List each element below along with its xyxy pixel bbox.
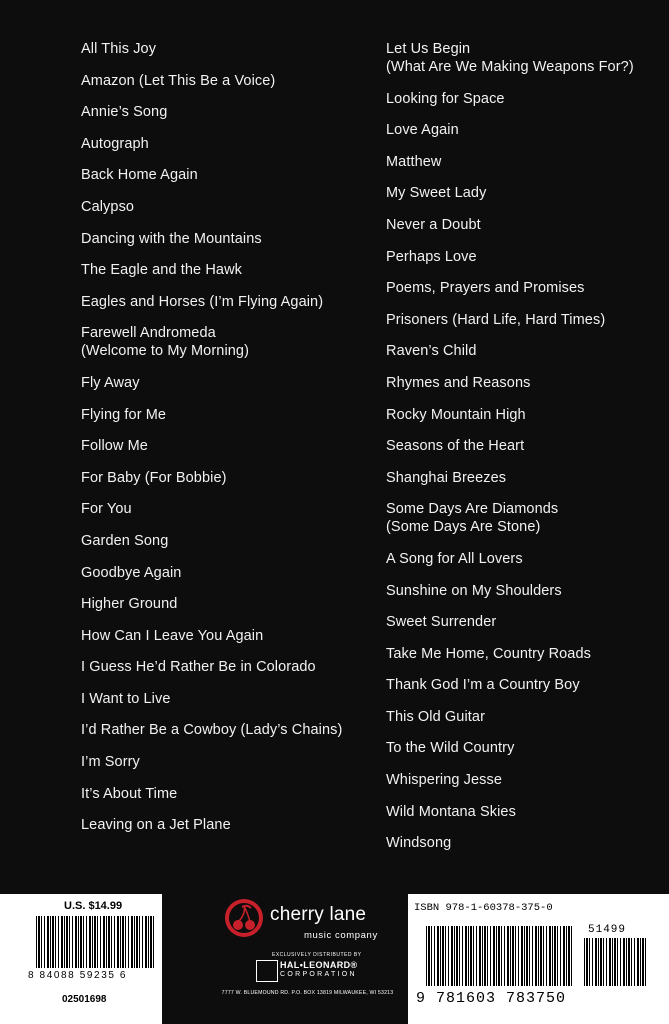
song-title: Never a Doubt bbox=[386, 216, 481, 233]
song-title: Love Again bbox=[386, 122, 459, 139]
price-addon-barcode bbox=[584, 938, 646, 986]
song-title: Leaving on a Jet Plane bbox=[81, 817, 231, 834]
catalog-number: 02501698 bbox=[62, 994, 107, 1005]
song-title: I’m Sorry bbox=[81, 754, 140, 771]
song-title: Sweet Surrender bbox=[386, 614, 497, 631]
song-title: Dancing with the Mountains bbox=[81, 230, 262, 247]
song-title: I Want to Live bbox=[81, 690, 171, 707]
song-title: Follow Me bbox=[81, 438, 148, 455]
song-title: Seasons of the Heart bbox=[386, 438, 525, 455]
song-title: Calypso bbox=[81, 198, 135, 215]
distributor-logo bbox=[256, 960, 386, 982]
song-title: The Eagle and the Hawk bbox=[81, 262, 242, 279]
song-list-right-column bbox=[386, 40, 656, 866]
song-title: This Old Guitar bbox=[386, 708, 485, 725]
distributor-emblem-icon bbox=[256, 960, 278, 982]
distributor-name: HAL•LEONARD® bbox=[280, 960, 358, 970]
distributed-by-label: EXCLUSIVELY DISTRIBUTED BY bbox=[272, 952, 362, 958]
cherry-logo-icon bbox=[224, 898, 264, 938]
song-title: Thank God I’m a Country Boy bbox=[386, 677, 580, 694]
song-title: For Baby (For Bobbie) bbox=[81, 469, 227, 486]
song-title: Whispering Jesse bbox=[386, 772, 503, 789]
song-list-left-column bbox=[81, 40, 361, 848]
song-title: Rocky Mountain High bbox=[386, 406, 526, 423]
publisher-logo-area bbox=[212, 894, 402, 1014]
song-title: For You bbox=[81, 501, 132, 518]
price-label: U.S. $14.99 bbox=[64, 900, 123, 912]
distributor-corporation: CORPORATION bbox=[280, 971, 357, 978]
song-title: To the Wild Country bbox=[386, 740, 515, 757]
song-title: I’d Rather Be a Cowboy (Lady’s Chains) bbox=[81, 722, 343, 739]
upc-digits: 8 84088 59235 6 bbox=[28, 970, 128, 981]
isbn-digits: 9 781603 783750 bbox=[416, 990, 567, 1007]
song-title: Flying for Me bbox=[81, 406, 167, 423]
song-title: How Can I Leave You Again bbox=[81, 627, 264, 644]
song-title: Wild Montana Skies bbox=[386, 803, 516, 820]
back-cover-footer bbox=[0, 884, 669, 1024]
upc-barcode bbox=[36, 916, 156, 968]
song-title: Amazon (Let This Be a Voice) bbox=[81, 72, 276, 89]
song-title: Shanghai Breezes bbox=[386, 469, 507, 486]
song-title: It’s About Time bbox=[81, 785, 178, 802]
song-title: Eagles and Horses (I’m Flying Again) bbox=[81, 293, 324, 310]
song-title: Looking for Space bbox=[386, 90, 505, 107]
price-barcode-panel bbox=[0, 894, 162, 1024]
song-title: Fly Away bbox=[81, 374, 140, 391]
song-title: Some Days Are Diamonds (Some Days Are Stone) bbox=[386, 501, 559, 536]
song-title: Goodbye Again bbox=[81, 564, 182, 581]
distributor-address: 7777 W. BLUEMOUND RD. P.O. BOX 13819 MILWAUKEE, WI 53213 bbox=[221, 990, 394, 996]
isbn-barcode-panel bbox=[408, 894, 669, 1024]
song-title: Autograph bbox=[81, 135, 149, 152]
song-title: I Guess He’d Rather Be in Colorado bbox=[81, 659, 316, 676]
song-title: My Sweet Lady bbox=[386, 185, 487, 202]
publisher-brand: cherry lane bbox=[270, 904, 367, 925]
isbn-label: ISBN 978-1-60378-375-0 bbox=[414, 902, 553, 914]
song-title: Annie’s Song bbox=[81, 104, 168, 121]
song-title: Perhaps Love bbox=[386, 248, 477, 265]
song-title: Prisoners (Hard Life, Hard Times) bbox=[386, 311, 606, 328]
isbn-barcode bbox=[426, 926, 574, 986]
song-title: Windsong bbox=[386, 835, 452, 852]
song-title: Garden Song bbox=[81, 532, 169, 549]
song-title: Back Home Again bbox=[81, 167, 198, 184]
price-addon-digits: 51499 bbox=[588, 924, 627, 936]
song-title: Rhymes and Reasons bbox=[386, 374, 531, 391]
song-title: Take Me Home, Country Roads bbox=[386, 645, 591, 662]
publisher-subtitle: music company bbox=[304, 930, 378, 941]
song-title: A Song for All Lovers bbox=[386, 550, 523, 567]
song-title: Matthew bbox=[386, 153, 442, 170]
song-title: Farewell Andromeda (Welcome to My Morning) bbox=[81, 325, 250, 360]
song-title: Let Us Begin (What Are We Making Weapons For?) bbox=[386, 41, 634, 75]
song-title: Poems, Prayers and Promises bbox=[386, 280, 585, 297]
song-title: All This Joy bbox=[81, 41, 157, 57]
song-title: Raven’s Child bbox=[386, 343, 477, 360]
song-title: Higher Ground bbox=[81, 596, 178, 613]
song-title: Sunshine on My Shoulders bbox=[386, 582, 562, 599]
